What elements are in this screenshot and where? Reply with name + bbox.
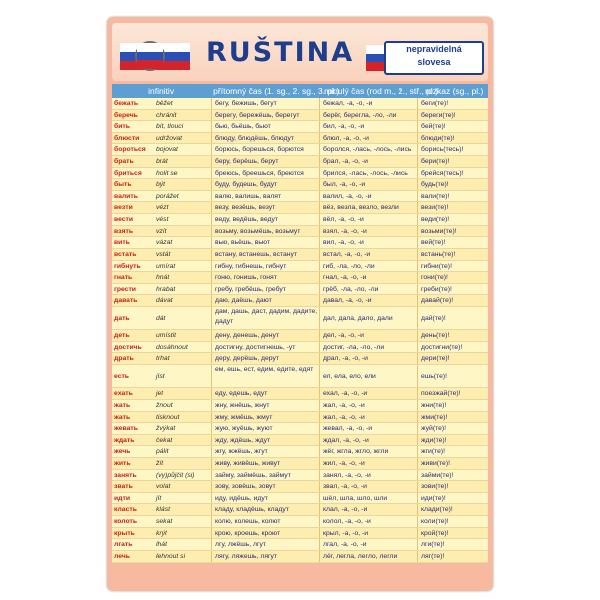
verb-czech: lhát [156, 539, 212, 550]
past-tense: жал, -а, -о, -и [320, 400, 418, 411]
verb-czech: bít, tlouci [156, 121, 212, 132]
past-tense: блюл, -а, -о, -и [320, 133, 418, 144]
subtitle-box [384, 41, 484, 75]
verb-russian: встать [114, 250, 137, 258]
imperative: брейся(тесь)! [421, 169, 464, 177]
past-tense: валил, -а, -о, -и [320, 191, 418, 202]
imperative: береги(те)! [421, 111, 456, 119]
past-tense: бежал, -а, -о, -и [320, 98, 418, 109]
present-tense: жую, жуёшь, жуют [212, 423, 320, 434]
past-tense: ехал, -а, -о, -и [320, 388, 418, 399]
imperative: блюди(те)! [421, 134, 455, 142]
present-tense: кладу, кладёшь, кладут [212, 504, 320, 515]
past-tense: занял, -а, -о, -и [320, 470, 418, 481]
past-tense: гиб, -ла, -ло, -ли [320, 261, 418, 272]
subtitle-line1: nepravidelná [406, 44, 462, 54]
past-tense: жал, -а, -о, -и [320, 412, 418, 423]
past-tense: лёг, легла, легло, легли [320, 551, 418, 562]
past-tense: грёб, -ла, -ло, -ли [320, 284, 418, 295]
table-row [112, 470, 488, 482]
present-tense: достигну, достигнешь, -ут [212, 342, 320, 353]
verb-russian: быть [114, 181, 132, 189]
verb-russian: достичь [114, 343, 142, 351]
imperative: борись(тесь)! [421, 146, 464, 154]
verb-russian: занять [114, 471, 137, 479]
verb-czech: běžet [156, 98, 212, 109]
table-row [112, 423, 488, 435]
verb-russian: жечь [114, 448, 131, 456]
past-tense: встал, -а, -о, -и [320, 249, 418, 260]
past-tense: клал, -а, -о, -и [320, 504, 418, 515]
table-row [112, 226, 488, 238]
verb-russian: бить [114, 123, 130, 131]
verb-czech: dávat [156, 295, 212, 306]
verb-czech: jet [156, 388, 212, 399]
table-row [112, 133, 488, 145]
past-tense: звал, -а, -о, -и [320, 481, 418, 492]
imperative: ляг(те)! [421, 552, 445, 560]
verb-russian: ждать [114, 436, 135, 444]
verb-czech: porážet [156, 191, 212, 202]
verb-czech: žít [156, 458, 212, 469]
column-header-present: přítomný čas (1. sg., 2. sg., 3. pl.) [213, 86, 340, 96]
imperative: лги(те)! [421, 541, 445, 549]
past-tense: был, -а, -о, -и [320, 179, 418, 190]
verb-russian: жить [114, 460, 131, 468]
present-tense: беру, берёшь, берут [212, 156, 320, 167]
present-tense: ем, ешь, ест, едим, едите, едят [212, 365, 320, 387]
verb-table [112, 84, 488, 587]
present-tense: колю, колешь, колют [212, 516, 320, 527]
past-tense: брал, -а, -о, -и [320, 156, 418, 167]
verb-czech: sekat [156, 516, 212, 527]
page-title: RUŠTINA [206, 37, 355, 68]
imperative: бери(те)! [421, 158, 450, 166]
past-tense: колол, -а, -о, -и [320, 516, 418, 527]
verb-czech: lehnout si [156, 551, 212, 562]
past-tense: бил, -а, -о, -и [320, 121, 418, 132]
table-row [112, 295, 488, 307]
verb-russian: лгать [114, 541, 133, 549]
verb-russian: ехать [114, 390, 133, 398]
table-row [112, 388, 488, 400]
present-tense: жму, жмёшь, жмут [212, 412, 320, 423]
verb-czech: vstát [156, 249, 212, 260]
imperative: дай(те)! [421, 314, 446, 322]
verb-czech: hrabat [156, 284, 212, 295]
table-row [112, 365, 488, 388]
verb-russian: везти [114, 204, 133, 212]
present-tense: живу, живёшь, живут [212, 458, 320, 469]
past-tense: лгал, -а, -о, -и [320, 539, 418, 550]
table-row [112, 353, 488, 365]
verb-czech: vázat [156, 237, 212, 248]
present-tense: лгу, лжёшь, лгут [212, 539, 320, 550]
present-tense: крою, кроешь, кроют [212, 528, 320, 539]
table-row [112, 261, 488, 273]
table-body [112, 98, 488, 563]
flag-icon [135, 41, 165, 71]
imperative: беги(те)! [421, 100, 449, 107]
verb-russian: блюсти [114, 134, 140, 142]
verb-russian: вить [114, 239, 130, 247]
past-tense: дал, дала, дало, дали [320, 307, 418, 329]
verb-czech: klást [156, 504, 212, 515]
table-row [112, 179, 488, 191]
imperative: гибни(те)! [421, 262, 452, 270]
table-row [112, 144, 488, 156]
table-row [112, 400, 488, 412]
verb-czech: jíst [156, 365, 212, 387]
present-tense: бью, бьёшь, бьют [212, 121, 320, 132]
present-tense: дену, денешь, денут [212, 330, 320, 341]
table-row [112, 528, 488, 540]
table-row [112, 191, 488, 203]
past-tense: жевал, -а, -о, -и [320, 423, 418, 434]
present-tense: гоню, гонишь, гонят [212, 272, 320, 283]
table-row [112, 481, 488, 493]
present-tense: займу, займёшь, займут [212, 470, 320, 481]
header [112, 23, 488, 81]
table-row [112, 342, 488, 354]
imperative: встань(те)! [421, 250, 456, 258]
present-tense: жду, ждёшь, ждут [212, 435, 320, 446]
imperative: зови(те)! [421, 483, 449, 491]
table-row [112, 539, 488, 551]
imperative: вей(те)! [421, 239, 446, 247]
past-tense: берёг, берегла, -ло, -ли [320, 110, 418, 121]
present-tense: зову, зовёшь, зовут [212, 481, 320, 492]
verb-russian: драть [114, 355, 134, 363]
present-tense: лягу, ляжешь, лягут [212, 551, 320, 562]
past-tense: ел, ела, ело, ели [320, 365, 418, 387]
verb-czech: dosáhnout [156, 342, 212, 353]
verb-czech: vést [156, 214, 212, 225]
verb-russian: крыть [114, 529, 135, 537]
verb-czech: umírat [156, 261, 212, 272]
present-tense: бегу, бежишь, бегут [212, 98, 320, 109]
verb-russian: дать [114, 314, 130, 322]
imperative: давай(те)! [421, 297, 454, 305]
table-row [112, 214, 488, 226]
imperative: иди(те)! [421, 494, 446, 502]
present-tense: жну, жнёшь, жнут [212, 400, 320, 411]
past-tense: брился, -лась, -лось, -лись [320, 168, 418, 179]
verb-russian: взять [114, 227, 134, 235]
present-tense: гребу, гребёшь, гребут [212, 284, 320, 295]
flag-stripes-right [366, 45, 384, 71]
table-row [112, 98, 488, 110]
past-tense: жёг, жгла, жгло, жгли [320, 446, 418, 457]
imperative: жги(те)! [421, 448, 446, 456]
verb-russian: бежать [114, 100, 139, 107]
verb-russian: есть [114, 373, 129, 381]
imperative: жди(те)! [421, 436, 447, 444]
table-row [112, 435, 488, 447]
verb-russian: звать [114, 483, 133, 491]
past-tense: вёл, -а, -о, -и [320, 214, 418, 225]
imperative: достигни(те)! [421, 343, 463, 351]
verb-czech: trhat [156, 353, 212, 364]
present-tense: вью, вьёшь, вьют [212, 237, 320, 248]
verb-czech: volat [156, 481, 212, 492]
present-tense: даю, даёшь, дают [212, 295, 320, 306]
verb-czech: žnout [156, 400, 212, 411]
imperative: живи(те)! [421, 460, 450, 468]
verb-czech: (vy)půjčit (si) [156, 470, 212, 481]
imperative: клади(те)! [421, 506, 453, 514]
imperative: жуй(те)! [421, 425, 447, 433]
verb-russian: жевать [114, 425, 138, 433]
verb-russian: идти [114, 494, 130, 502]
imperative: греби(те)! [421, 285, 452, 293]
verb-russian: жать [114, 402, 131, 409]
verb-czech: holit se [156, 168, 212, 179]
table-row [112, 504, 488, 516]
imperative: возьми(те)! [421, 227, 457, 235]
verb-czech: čekat [156, 435, 212, 446]
present-tense: бреюсь, бреешься, бреются [212, 168, 320, 179]
imperative: день(те)! [421, 332, 450, 340]
past-tense: крыл, -а, -о, -и [320, 528, 418, 539]
subtitle-line2: slovesa [417, 57, 451, 67]
present-tense: возьму, возьмёшь, возьмут [212, 226, 320, 237]
chart-card [107, 17, 493, 591]
verb-russian: жать [114, 413, 131, 421]
verb-czech: vézt [156, 202, 212, 213]
verb-russian: лечь [114, 552, 130, 560]
table-row [112, 446, 488, 458]
table-row [112, 493, 488, 505]
verb-russian: колоть [114, 518, 138, 526]
verb-czech: jít [156, 493, 212, 504]
table-row [112, 249, 488, 261]
verb-russian: грести [114, 285, 136, 293]
table-row [112, 272, 488, 284]
verb-czech: umístit [156, 330, 212, 341]
past-tense: боролся, -лась, -лось, -лись [320, 144, 418, 155]
verb-russian: бороться [114, 146, 146, 154]
past-tense: жил, -а, -о, -и [320, 458, 418, 469]
table-row [112, 516, 488, 528]
verb-czech: chránit [156, 110, 212, 121]
verb-czech: dát [156, 307, 212, 329]
table-row [112, 202, 488, 214]
imperative: жми(те)! [421, 413, 448, 421]
past-tense: вил, -а, -о, -и [320, 237, 418, 248]
imperative: веди(те)! [421, 216, 450, 224]
present-tense: веду, ведёшь, ведут [212, 214, 320, 225]
imperative: поезжай(те)! [421, 390, 461, 398]
verb-russian: гибнуть [114, 262, 141, 270]
table-row [112, 110, 488, 122]
present-tense: дам, дашь, даст, дадим, дадите, дадут [212, 307, 320, 329]
present-tense: встану, встанешь, встанут [212, 249, 320, 260]
past-tense: взял, -а, -о, -и [320, 226, 418, 237]
table-row [112, 237, 488, 249]
present-tense: еду, едешь, едут [212, 388, 320, 399]
imperative: вези(те)! [421, 204, 449, 212]
verb-russian: класть [114, 506, 137, 514]
imperative: ешь(те)! [421, 373, 448, 381]
imperative: дери(те)! [421, 355, 450, 363]
verb-czech: krýt [156, 528, 212, 539]
table-row [112, 458, 488, 470]
past-tense: драл, -а, -о, -и [320, 353, 418, 364]
table-row [112, 330, 488, 342]
verb-czech: žvýkat [156, 423, 212, 434]
verb-czech: být [156, 179, 212, 190]
verb-russian: гнать [114, 274, 133, 282]
imperative: вали(те)! [421, 192, 450, 200]
imperative: займи(те)! [421, 471, 454, 479]
verb-russian: давать [114, 297, 138, 305]
past-tense: давал, -а, -о, -и [320, 295, 418, 306]
verb-czech: hnát [156, 272, 212, 283]
verb-czech: tisknout [156, 412, 212, 423]
verb-russian: валить [114, 192, 138, 200]
present-tense: берегу, бережёшь, берегут [212, 110, 320, 121]
present-tense: деру, дерёшь, дерут [212, 353, 320, 364]
imperative: крой(те)! [421, 529, 449, 537]
table-row [112, 284, 488, 296]
present-tense: борюсь, борешься, борются [212, 144, 320, 155]
imperative: бей(те)! [421, 123, 446, 131]
present-tense: везу, везёшь, везут [212, 202, 320, 213]
table-row [112, 307, 488, 330]
verb-russian: бриться [114, 169, 142, 177]
verb-czech: pálit [156, 446, 212, 457]
present-tense: буду, будешь, будут [212, 179, 320, 190]
present-tense: иду, идёшь, идут [212, 493, 320, 504]
present-tense: валю, валишь, валят [212, 191, 320, 202]
imperative: коли(те)! [421, 518, 449, 526]
verb-russian: деть [114, 332, 130, 340]
verb-russian: вести [114, 216, 134, 224]
imperative: будь(те)! [421, 181, 449, 189]
past-tense: гнал, -а, -о, -и [320, 272, 418, 283]
verb-czech: brát [156, 156, 212, 167]
column-header-infinitive: infinitiv [148, 86, 175, 96]
verb-czech: udržovat [156, 133, 212, 144]
imperative: жни(те)! [421, 402, 447, 409]
past-tense: ждал, -а, -о, -и [320, 435, 418, 446]
present-tense: гибну, гибнешь, гибнут [212, 261, 320, 272]
past-tense: вёз, везла, везло, везли [320, 202, 418, 213]
present-tense: жгу, жжёшь, жгут [212, 446, 320, 457]
table-row [112, 551, 488, 563]
imperative: гони(те)! [421, 274, 448, 282]
table-row [112, 121, 488, 133]
table-row [112, 168, 488, 180]
verb-czech: bojovat [156, 144, 212, 155]
column-header-past: minulý čas (rod m., ž., stř., pl.) [324, 86, 438, 96]
table-row [112, 412, 488, 424]
table-row [112, 156, 488, 168]
past-tense: шёл, шла, шло, шли [320, 493, 418, 504]
verb-czech: vzít [156, 226, 212, 237]
column-header-imperative: rozkaz (sg., pl.) [425, 86, 484, 96]
past-tense: дел, -а, -о, -и [320, 330, 418, 341]
table-header [112, 84, 488, 98]
verb-russian: брать [114, 158, 134, 166]
past-tense: достиг, -ла, -ло, -ли [320, 342, 418, 353]
present-tense: блюду, блюдёшь, блюдут [212, 133, 320, 144]
verb-russian: беречь [114, 111, 138, 119]
